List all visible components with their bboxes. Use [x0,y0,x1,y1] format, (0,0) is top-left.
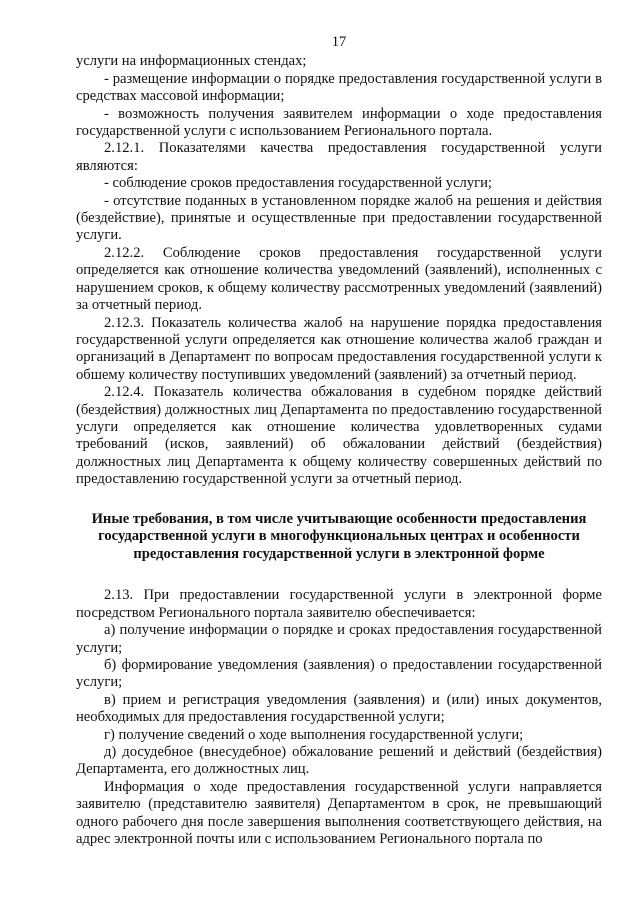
document-page [76,34,602,848]
paragraph: в) прием и регистрация уведомления (заявления) и (или) иных документов, необходимых для предоставления государственной услуги; [76,691,602,726]
page-number: 17 [331,34,347,50]
paragraph: г) получение сведений о ходе выполнения государственной услуги; [104,726,524,743]
section-heading: Иные требования, в том числе учитывающие особенности предоставления государственной услуги в многофункциональных центрах и особенности предоставления государственной услуги в электронной форме [91,510,587,562]
section-2-12-text [76,53,602,488]
paragraph: б) формирование уведомления (заявления) о предоставлении государственной услуги; [76,656,602,691]
paragraph: 2.12.3. Показатель количества жалоб на нарушение порядка предоставления государственной услуги определяется как отношение количества жалоб граждан и организаций в Департамент по вопросам предоставления государственной услуги к обшему количеству поступивших уведомлений (заявлений) за отчетный период. [76,314,602,383]
paragraph: а) получение информации о порядке и сроках предоставления государственной услуги; [76,622,602,656]
paragraph: Информация о ходе предоставления государственной услуги направляется заявителю (представителю заявителя) Департаментом в срок, не превышающий одного рабочего дня после завершения выполнения соответствующего действия, на адрес электронной почты или с использованием Регионального портала по [76,778,602,848]
paragraph: д) досудебное (внесудебное) обжалование решений и действий (бездействия) Департамента, его должностных лиц. [76,744,602,778]
paragraph: - размещение информации о порядке предоставления государственной услуги в средствах массовой информации; [76,70,602,105]
paragraph: 2.12.1. Показателями качества предоставления государственной услуги являются: [76,140,602,174]
paragraph: услуги на информационных стендах; [76,53,307,70]
paragraph: - соблюдение сроков предоставления государственной услуги; [104,175,492,192]
paragraph: - возможность получения заявителем информации о ходе предоставления государственной услуги с использованием Регионального портала. [76,105,602,140]
paragraph: 2.13. При предоставлении государственной услуги в электронной форме посредством Регионального портала заявителю обеспечивается: [76,587,602,621]
paragraph: - отсутствие поданных в установленном порядке жалоб на решения и действия (бездействие), принятые и осуществленные при предоставлении государственной услуги. [76,192,602,244]
paragraph: 2.12.4. Показатель количества обжалования в судебном порядке действий (бездействия) должностных лиц Департамента по предоставлению государственной услуги определяется как отношение количества удовлетворенных судами требований (исков, заявлений) об обжаловании действий (бездействия) должностных лиц Департамента к общему количеству совершенных действий по предоставлению государственной услуги за отчетный период. [76,384,602,488]
section-2-13-text [76,587,602,848]
paragraph: 2.12.2. Соблюдение сроков предоставления государственной услуги определяется как отношение количества уведомлений (заявлений), исполненных с нарушением сроков, к общему количеству рассмотренных уведомлений (заявлений) за отчетный период. [76,244,602,314]
